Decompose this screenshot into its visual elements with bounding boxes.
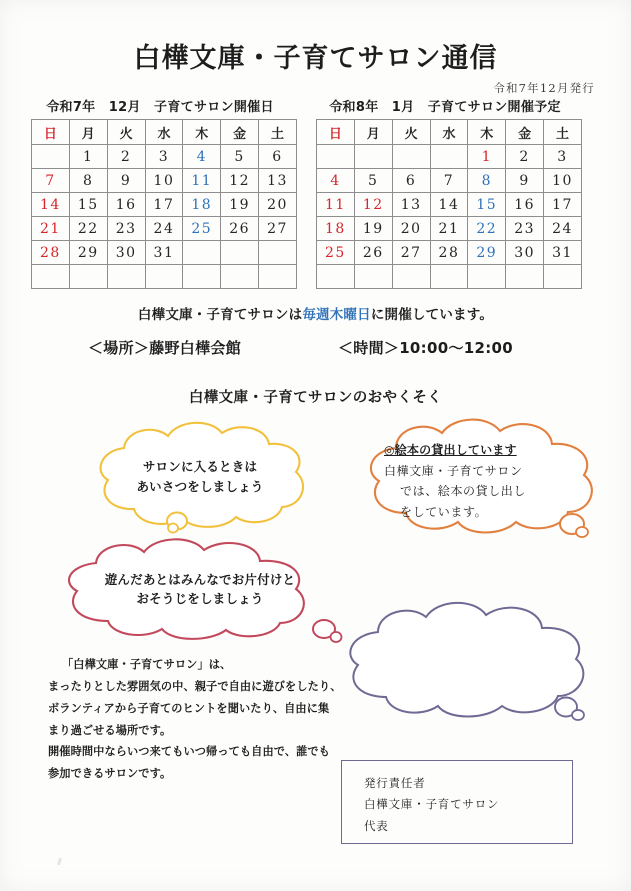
calendar-day: 20 bbox=[259, 193, 297, 217]
calendar-day: 11 bbox=[317, 193, 355, 217]
time-line: ＜時間＞10:00～12:00 bbox=[338, 339, 513, 357]
calendar-day bbox=[430, 145, 468, 169]
calendar-day bbox=[32, 265, 70, 289]
calendar-event-day: 4 bbox=[183, 145, 221, 169]
calendar-january bbox=[316, 96, 582, 289]
calendar-day bbox=[259, 241, 297, 265]
calendar-day: 23 bbox=[506, 217, 544, 241]
calendar-event-day: 11 bbox=[183, 169, 221, 193]
calendar-event-day: 18 bbox=[183, 193, 221, 217]
calendar-day bbox=[221, 241, 259, 265]
calendar-day bbox=[354, 265, 392, 289]
cloud-line: あいさつをしましょう bbox=[136, 478, 264, 494]
calendar-weekday-0: 日 bbox=[317, 120, 355, 145]
calendar-day: 20 bbox=[392, 217, 430, 241]
calendar-january-table bbox=[316, 119, 582, 289]
calendar-day: 27 bbox=[392, 241, 430, 265]
calendar-event-day: 29 bbox=[468, 241, 506, 265]
thought-cloud-blank bbox=[334, 594, 602, 726]
about-line: まったりとした雰囲気の中、親子で自由に遊びをしたり、 bbox=[48, 679, 342, 693]
weekly-suffix: に開催しています。 bbox=[370, 307, 494, 323]
calendar-weekday-header-row bbox=[32, 120, 297, 145]
calendar-day: 2 bbox=[107, 145, 145, 169]
about-line: ボランティアから子育てのヒントを聞いたり、自由に集 bbox=[48, 701, 330, 715]
calendar-day: 3 bbox=[544, 145, 582, 169]
calendar-weekday-2: 火 bbox=[107, 120, 145, 145]
calendar-day: 3 bbox=[145, 145, 183, 169]
calendar-day bbox=[107, 265, 145, 289]
promise-heading: 白樺文庫・子育てサロンのおやくそく bbox=[188, 390, 443, 406]
calendar-day: 24 bbox=[544, 217, 582, 241]
calendar-week-row bbox=[32, 193, 297, 217]
about-paragraph bbox=[48, 654, 348, 785]
calendar-january-caption: 令和8年 1月 子育てサロン開催予定 bbox=[329, 100, 561, 115]
calendar-day: 5 bbox=[221, 145, 259, 169]
calendar-day bbox=[392, 265, 430, 289]
calendar-event-day: 15 bbox=[468, 193, 506, 217]
issue-date: 令和7年12月発行 bbox=[493, 81, 595, 95]
signature-line: 白樺文庫・子育てサロン bbox=[364, 797, 500, 812]
calendar-weekday-0: 日 bbox=[32, 120, 70, 145]
calendar-day: 6 bbox=[392, 169, 430, 193]
calendar-day: 5 bbox=[354, 169, 392, 193]
weekly-prefix: 白樺文庫・子育てサロンは bbox=[137, 307, 303, 323]
calendar-day: 28 bbox=[430, 241, 468, 265]
about-line: 「白樺文庫・子育てサロン」は、 bbox=[62, 658, 232, 671]
calendar-weekday-3: 水 bbox=[145, 120, 183, 145]
thought-cloud-greeting bbox=[82, 414, 318, 539]
publisher-signature-box bbox=[341, 760, 573, 844]
calendar-day: 26 bbox=[221, 217, 259, 241]
calendar-day bbox=[430, 265, 468, 289]
calendar-day: 13 bbox=[259, 169, 297, 193]
calendar-day: 4 bbox=[317, 169, 355, 193]
cloud-line: おそうじをしましょう bbox=[136, 591, 264, 606]
calendar-day bbox=[32, 145, 70, 169]
calendar-week-row bbox=[317, 193, 582, 217]
calendar-event-day: 8 bbox=[468, 169, 506, 193]
weekly-highlight: 毎週木曜日 bbox=[302, 307, 371, 323]
calendar-day bbox=[317, 145, 355, 169]
calendar-day: 16 bbox=[506, 193, 544, 217]
calendar-day: 30 bbox=[107, 241, 145, 265]
calendar-event-day: 25 bbox=[183, 217, 221, 241]
venue-line: ＜場所＞藤野白樺会館 bbox=[88, 339, 242, 357]
calendar-day: 9 bbox=[107, 169, 145, 193]
calendar-day: 10 bbox=[544, 169, 582, 193]
calendar-day bbox=[506, 265, 544, 289]
calendar-week-row bbox=[317, 241, 582, 265]
calendar-week-row bbox=[32, 217, 297, 241]
cloud-shape-icon bbox=[52, 533, 348, 645]
cloud-heading: ◎絵本の貸出しています bbox=[384, 443, 517, 457]
calendar-day bbox=[259, 265, 297, 289]
calendar-december-table bbox=[31, 119, 297, 289]
cloud-line: では、絵本の貸し出し bbox=[400, 484, 527, 499]
calendar-day: 31 bbox=[544, 241, 582, 265]
calendar-day: 24 bbox=[145, 217, 183, 241]
calendar-day: 27 bbox=[259, 217, 297, 241]
calendar-day: 18 bbox=[317, 217, 355, 241]
calendar-weekday-header-row bbox=[317, 120, 582, 145]
calendar-day bbox=[145, 265, 183, 289]
calendar-weekday-5: 金 bbox=[506, 120, 544, 145]
calendar-week-row bbox=[317, 265, 582, 289]
calendar-day bbox=[69, 265, 107, 289]
cloud-line: 白樺文庫・子育てサロン bbox=[384, 463, 523, 478]
cloud-shape-icon bbox=[356, 412, 614, 544]
cloud-shape-icon bbox=[334, 594, 602, 726]
cloud-shape-icon bbox=[82, 414, 318, 539]
calendar-week-row bbox=[32, 169, 297, 193]
calendar-day: 25 bbox=[317, 241, 355, 265]
calendar-day: 10 bbox=[145, 169, 183, 193]
calendar-day: 21 bbox=[32, 217, 70, 241]
calendar-day: 13 bbox=[392, 193, 430, 217]
calendar-day: 7 bbox=[32, 169, 70, 193]
signature-line: 代表 bbox=[364, 818, 389, 833]
calendar-day: 21 bbox=[430, 217, 468, 241]
calendar-day: 7 bbox=[430, 169, 468, 193]
calendar-december bbox=[31, 96, 297, 289]
calendar-day bbox=[392, 145, 430, 169]
calendar-day: 31 bbox=[145, 241, 183, 265]
calendar-week-row bbox=[317, 169, 582, 193]
calendar-day bbox=[354, 145, 392, 169]
calendar-weekday-1: 月 bbox=[69, 120, 107, 145]
calendar-weekday-4: 木 bbox=[183, 120, 221, 145]
scan-artifact bbox=[57, 858, 62, 866]
calendar-day bbox=[183, 265, 221, 289]
calendar-day: 19 bbox=[221, 193, 259, 217]
calendar-december-caption: 令和7年 12月 子育てサロン開催日 bbox=[46, 100, 274, 115]
cloud-line: をしています。 bbox=[400, 504, 488, 519]
calendar-day bbox=[183, 241, 221, 265]
calendar-week-row bbox=[32, 265, 297, 289]
calendar-day: 12 bbox=[221, 169, 259, 193]
calendar-day: 12 bbox=[354, 193, 392, 217]
calendar-day: 17 bbox=[544, 193, 582, 217]
calendar-day bbox=[468, 265, 506, 289]
signature-line: 発行責任者 bbox=[364, 776, 426, 790]
calendar-day: 17 bbox=[145, 193, 183, 217]
calendar-day: 29 bbox=[69, 241, 107, 265]
calendar-day: 8 bbox=[69, 169, 107, 193]
calendar-week-row bbox=[317, 145, 582, 169]
calendar-weekday-2: 火 bbox=[392, 120, 430, 145]
calendar-day: 22 bbox=[69, 217, 107, 241]
calendar-weekday-5: 金 bbox=[221, 120, 259, 145]
calendar-day: 16 bbox=[107, 193, 145, 217]
calendar-day: 30 bbox=[506, 241, 544, 265]
calendar-event-day: 22 bbox=[468, 217, 506, 241]
calendar-day: 26 bbox=[354, 241, 392, 265]
calendar-day: 23 bbox=[107, 217, 145, 241]
about-line: 参加できるサロンです。 bbox=[48, 767, 172, 781]
calendar-day: 2 bbox=[506, 145, 544, 169]
calendar-day: 6 bbox=[259, 145, 297, 169]
calendar-day: 14 bbox=[32, 193, 70, 217]
about-line: 開催時間中ならいつ来てもいつ帰っても自由で、誰でも bbox=[48, 745, 330, 759]
calendar-day: 28 bbox=[32, 241, 70, 265]
calendar-week-row bbox=[32, 241, 297, 265]
about-line: まり過ごせる場所です。 bbox=[48, 723, 172, 737]
cloud-line: 遊んだあとはみんなでお片付けと bbox=[104, 571, 296, 587]
calendar-weekday-4: 木 bbox=[468, 120, 506, 145]
calendar-day: 1 bbox=[468, 145, 506, 169]
thought-cloud-book-lending bbox=[356, 412, 614, 544]
calendar-week-row bbox=[32, 145, 297, 169]
calendar-day: 1 bbox=[69, 145, 107, 169]
calendar-day bbox=[544, 265, 582, 289]
calendar-day bbox=[317, 265, 355, 289]
calendar-weekday-1: 月 bbox=[354, 120, 392, 145]
calendar-day bbox=[221, 265, 259, 289]
calendar-day: 14 bbox=[430, 193, 468, 217]
weekly-schedule-line bbox=[0, 303, 631, 323]
calendar-weekday-6: 土 bbox=[259, 120, 297, 145]
page-title: 白樺文庫・子育てサロン通信 bbox=[133, 43, 498, 74]
calendar-weekday-3: 水 bbox=[430, 120, 468, 145]
cloud-line: サロンに入るときは bbox=[142, 459, 258, 475]
calendar-day: 9 bbox=[506, 169, 544, 193]
calendar-day: 15 bbox=[69, 193, 107, 217]
calendar-weekday-6: 土 bbox=[544, 120, 582, 145]
calendar-day: 19 bbox=[354, 217, 392, 241]
thought-cloud-cleanup bbox=[52, 533, 348, 645]
calendar-week-row bbox=[317, 217, 582, 241]
